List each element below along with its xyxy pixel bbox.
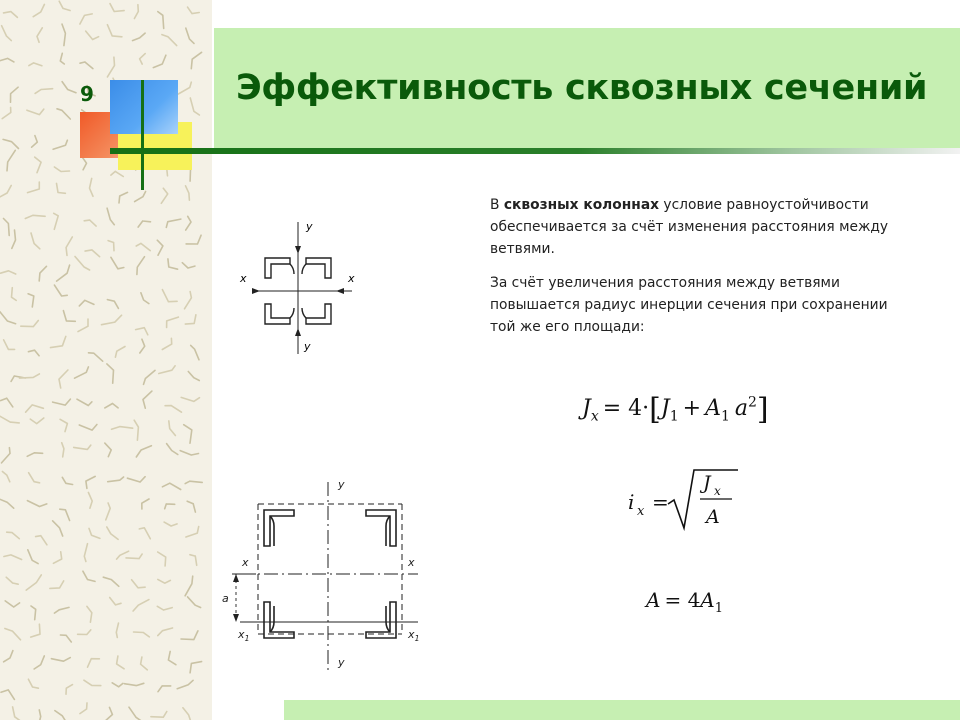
fig1-axis-left: x <box>240 272 247 285</box>
fig2-axis-right-1: $x_1$ <box>408 628 420 643</box>
page-title: Эффективность сквозных сечений <box>236 68 928 108</box>
f2-lhs-sub: x <box>637 504 645 519</box>
paragraph-prefix: В <box>490 197 504 213</box>
paragraph-columns <box>490 194 910 260</box>
formula-radius <box>628 468 738 534</box>
f1-t3-sup: 2 <box>748 394 757 411</box>
spread-section-figure <box>212 470 432 680</box>
f2-num: J <box>703 472 711 494</box>
f1-t2-sub: 1 <box>720 408 730 425</box>
vertical-rule <box>141 80 144 190</box>
fig2-axis-left: x <box>242 556 249 569</box>
f2-num-sub: x <box>714 484 721 498</box>
f3-rhs-sub: 1 <box>714 601 724 616</box>
f1-plus: + <box>682 396 702 421</box>
f1-t3: a <box>734 396 748 421</box>
formula-inertia: $J_x = 4\cdot[J_1 + A_1$ $a^2$] <box>582 392 769 427</box>
title-rule <box>110 148 960 154</box>
blue-square <box>110 80 178 134</box>
compact-section-figure <box>228 216 368 356</box>
f1-t2: A <box>705 396 721 421</box>
f3-eq: = 4 <box>664 588 701 612</box>
fig1-axis-top: y <box>306 220 313 233</box>
fig2-axis-right: x <box>408 556 415 569</box>
f1-eq: = 4· <box>602 396 650 421</box>
fig1-axis-right: x <box>348 272 355 285</box>
f2-eq: = <box>652 490 669 514</box>
formula-area <box>646 588 723 616</box>
f2-den: A <box>706 506 720 528</box>
paragraph-suffix: условие равноустойчивости обеспечивается за счёт изменения расстояния между ветвями. <box>490 197 889 257</box>
slide-number: 9 <box>80 82 94 106</box>
f3-lhs: A <box>646 588 661 612</box>
f1-t1-sub: 1 <box>669 408 679 425</box>
f1-t1: J <box>660 396 670 421</box>
paragraph-radius: За счёт увеличения расстояния между ветвями повышается радиус инерции сечения при сохранении той же его площади: <box>490 275 888 335</box>
paragraph-bold: сквозных колоннах <box>503 197 660 213</box>
decorative-pattern <box>0 0 212 720</box>
f2-lhs: i <box>628 490 635 514</box>
fig1-axis-bottom: y <box>304 340 311 353</box>
fig2-axis-top: y <box>338 478 345 491</box>
fig2-axis-left-1: $x_1$ <box>238 628 250 643</box>
f1-lhs: J <box>582 396 591 421</box>
fig2-axis-bottom: y <box>338 656 345 669</box>
bottom-band <box>284 700 960 720</box>
f3-rhs: A <box>700 588 715 612</box>
f1-lhs-sub: x <box>590 408 599 425</box>
fig2-dimension-a: a <box>222 592 229 605</box>
sqrt-sign <box>666 468 738 532</box>
